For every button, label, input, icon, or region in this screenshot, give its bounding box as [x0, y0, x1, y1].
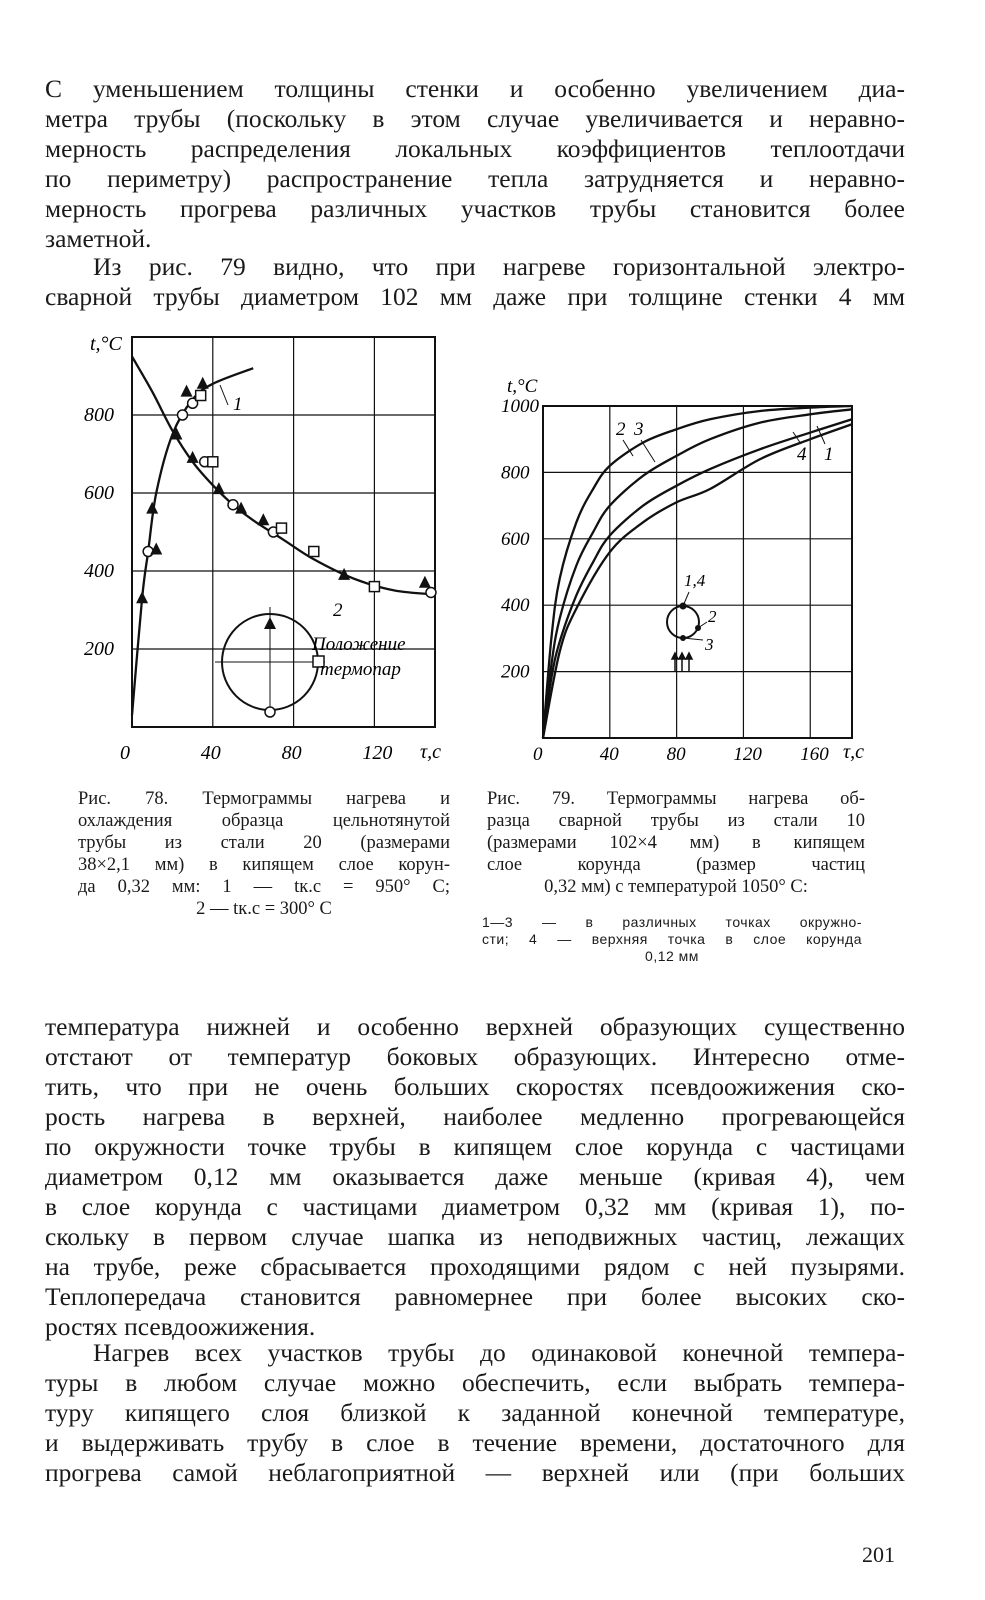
- pointer-line: [683, 638, 703, 640]
- text-line: ростях псевдоожижения.: [45, 1312, 316, 1341]
- fig78-markers: [136, 377, 436, 604]
- text-line: сварной трубы диаметром 102 мм даже при толщине стенки 4 мм: [45, 282, 905, 311]
- data-point-square: [196, 391, 206, 401]
- fig78-axes: [84, 404, 392, 764]
- text-line: тить, что при не очень больших скоростях псевдоожижения ско-: [45, 1072, 905, 1101]
- tube-cross-section: [667, 606, 699, 638]
- x-tick-label: 0: [533, 744, 543, 765]
- caption-line: Рис. 79. Термограммы нагрева об-: [487, 789, 865, 809]
- x-tick-label: 120: [733, 744, 762, 765]
- data-point-triangle: [181, 385, 193, 397]
- caption-line: охлаждения образца цельнотянутой: [78, 811, 450, 831]
- inset-label-2: 2: [708, 607, 717, 626]
- text-line: туру кипящего слоя близкой к заданной конечной температуре,: [45, 1398, 905, 1427]
- caption-line: разца сварной трубы из стали 10: [487, 811, 865, 831]
- text-line: скольку в первом случае шапка из неподвижных частиц, лежащих: [45, 1222, 905, 1251]
- text-line: Из рис. 79 видно, что при нагреве горизонтальной электро-: [93, 252, 905, 281]
- fig78-chart: [80, 325, 465, 775]
- text-line: прогрева самой неблагоприятной — верхней или (при больших: [45, 1458, 905, 1487]
- data-point-triangle: [257, 513, 269, 525]
- x-tick-label: 40: [599, 744, 619, 765]
- data-point-square: [276, 523, 286, 533]
- curve-label-3: 3: [634, 419, 644, 440]
- inset-label-3: 3: [705, 635, 714, 654]
- y-tick-label: 400: [501, 595, 530, 617]
- upflow-arrows-icon: [672, 653, 692, 672]
- series-line-1: [132, 368, 253, 715]
- data-point-triangle: [136, 591, 148, 603]
- x-tick-label: 80: [281, 742, 302, 764]
- caption-line: да 0,32 мм: 1 — tк.с = 950° С;: [78, 877, 450, 897]
- inset-label-thermocouples: термопар: [320, 659, 401, 680]
- curve-label-4: 4: [797, 444, 807, 465]
- bottom-thermocouple-marker: [265, 707, 275, 717]
- text-line: по окружности точке трубы в кипящем слое корунда с частицами: [45, 1132, 905, 1161]
- curve-label-2: 2: [333, 600, 343, 621]
- caption-line: трубы из стали 20 (размерами: [78, 833, 450, 853]
- x-tick-label: 120: [362, 742, 393, 764]
- legend-line: 0,12 мм: [645, 948, 699, 964]
- caption-line: Рис. 78. Термограммы нагрева и: [78, 789, 450, 809]
- top-thermocouple-marker: [264, 617, 276, 629]
- y-tick-label: 400: [84, 560, 114, 582]
- y-tick-label: 1000: [501, 396, 539, 417]
- second-paragraph: [45, 252, 905, 312]
- fig78-x-axis-label: τ,с: [420, 741, 442, 763]
- top-paragraph: [45, 74, 905, 254]
- text-line: С уменьшением толщины стенки и особенно увеличением диа-: [45, 74, 905, 103]
- x-tick-label: 40: [200, 742, 221, 764]
- x-tick-label: 80: [666, 744, 686, 765]
- data-point-square: [208, 457, 218, 467]
- text-line: отстают от температур боковых образующих. Интересно отме-: [45, 1042, 905, 1071]
- text-line: и выдерживать трубу в слое в течение времени, достаточного для: [45, 1428, 905, 1457]
- text-line: по периметру) распространение тепла затрудняется и неравно-: [45, 164, 905, 193]
- curve-label-leader: [641, 440, 655, 462]
- caption-line: слое корунда (размер частиц: [487, 855, 865, 875]
- data-point-triangle: [146, 502, 158, 514]
- text-line: туры в любом случае можно обеспечить, если выбрать темпера-: [45, 1368, 905, 1397]
- legend-line: 1—3 — в различных точках окружно-: [482, 914, 862, 930]
- fig78-y-axis-label: t,°C: [90, 333, 122, 355]
- data-point-square: [309, 547, 319, 557]
- text-line: диаметром 0,12 мм оказывается даже меньше (кривая 4), чем: [45, 1162, 905, 1191]
- y-tick-label: 800: [84, 404, 114, 426]
- fig79-chart: [495, 370, 880, 770]
- fig79-x-axis-label: τ,с: [843, 741, 865, 763]
- y-tick-label: 200: [501, 661, 530, 683]
- data-point-square: [369, 582, 379, 592]
- text-line: заметной.: [45, 224, 152, 253]
- data-point-circle: [178, 410, 188, 420]
- y-tick-label: 200: [84, 638, 114, 660]
- series-line-2: [132, 357, 435, 595]
- curve-label-2: 2: [616, 419, 626, 440]
- data-point-triangle: [197, 377, 209, 389]
- curve-1-leader: [220, 385, 228, 405]
- bottom-paragraph: [45, 1012, 905, 1342]
- inset-label-1-4: 1,4: [684, 571, 706, 590]
- x-tick-label: 160: [800, 744, 829, 765]
- y-tick-label: 600: [501, 528, 530, 550]
- caption-line: 38×2,1 мм) в кипящем слое корун-: [78, 855, 450, 875]
- fig78-caption: [78, 788, 450, 920]
- y-tick-label: 800: [501, 462, 530, 484]
- caption-line: 0,32 мм) с температурой 1050° С:: [544, 877, 808, 897]
- fig79-y-axis-label: t,°C: [507, 376, 538, 397]
- pointer-line: [683, 592, 689, 606]
- curve-label-1: 1: [233, 394, 243, 415]
- inset-label-position: Положение: [312, 634, 406, 655]
- last-paragraph: [45, 1338, 905, 1488]
- data-point-circle: [228, 500, 238, 510]
- text-line: Теплопередача становится равномернее при более высоких ско-: [45, 1282, 905, 1311]
- y-tick-label: 600: [84, 482, 114, 504]
- curve-label-1: 1: [824, 444, 834, 465]
- text-line: метра трубы (поскольку в этом случае увеличивается и неравно-: [45, 104, 905, 133]
- text-line: рость нагрева в верхней, наиболее медленно прогревающейся: [45, 1102, 905, 1131]
- text-line: температура нижней и особенно верхней образующих существенно: [45, 1012, 905, 1041]
- text-line: мерность распределения локальных коэффициентов теплоотдачи: [45, 134, 905, 163]
- caption-line: 2 — tк.с = 300° С: [196, 899, 332, 919]
- fig79-caption: [487, 788, 865, 898]
- data-point-circle: [143, 547, 153, 557]
- fig79-inset: [667, 571, 717, 672]
- data-point-triangle: [419, 576, 431, 588]
- legend-line: сти; 4 — верхняя точка в слое корунда: [482, 931, 862, 947]
- text-line: мерность прогрева различных участков трубы становится более: [45, 194, 905, 223]
- caption-line: (размерами 102×4 мм) в кипящем: [487, 833, 865, 853]
- page-number: 201: [862, 1542, 895, 1567]
- x-tick-label: 0: [120, 742, 130, 764]
- text-line: на трубе, реже сбрасывается проходящими рядом с ней пузырями.: [45, 1252, 905, 1281]
- fig79-legend: [482, 914, 862, 965]
- data-point-circle: [426, 587, 436, 597]
- text-line: в слое корунда с частицами диаметром 0,32 мм (кривая 1), по-: [45, 1192, 905, 1221]
- text-line: Нагрев всех участков трубы до одинаковой конечной темпера-: [93, 1338, 905, 1367]
- fig78-inset: [215, 607, 406, 717]
